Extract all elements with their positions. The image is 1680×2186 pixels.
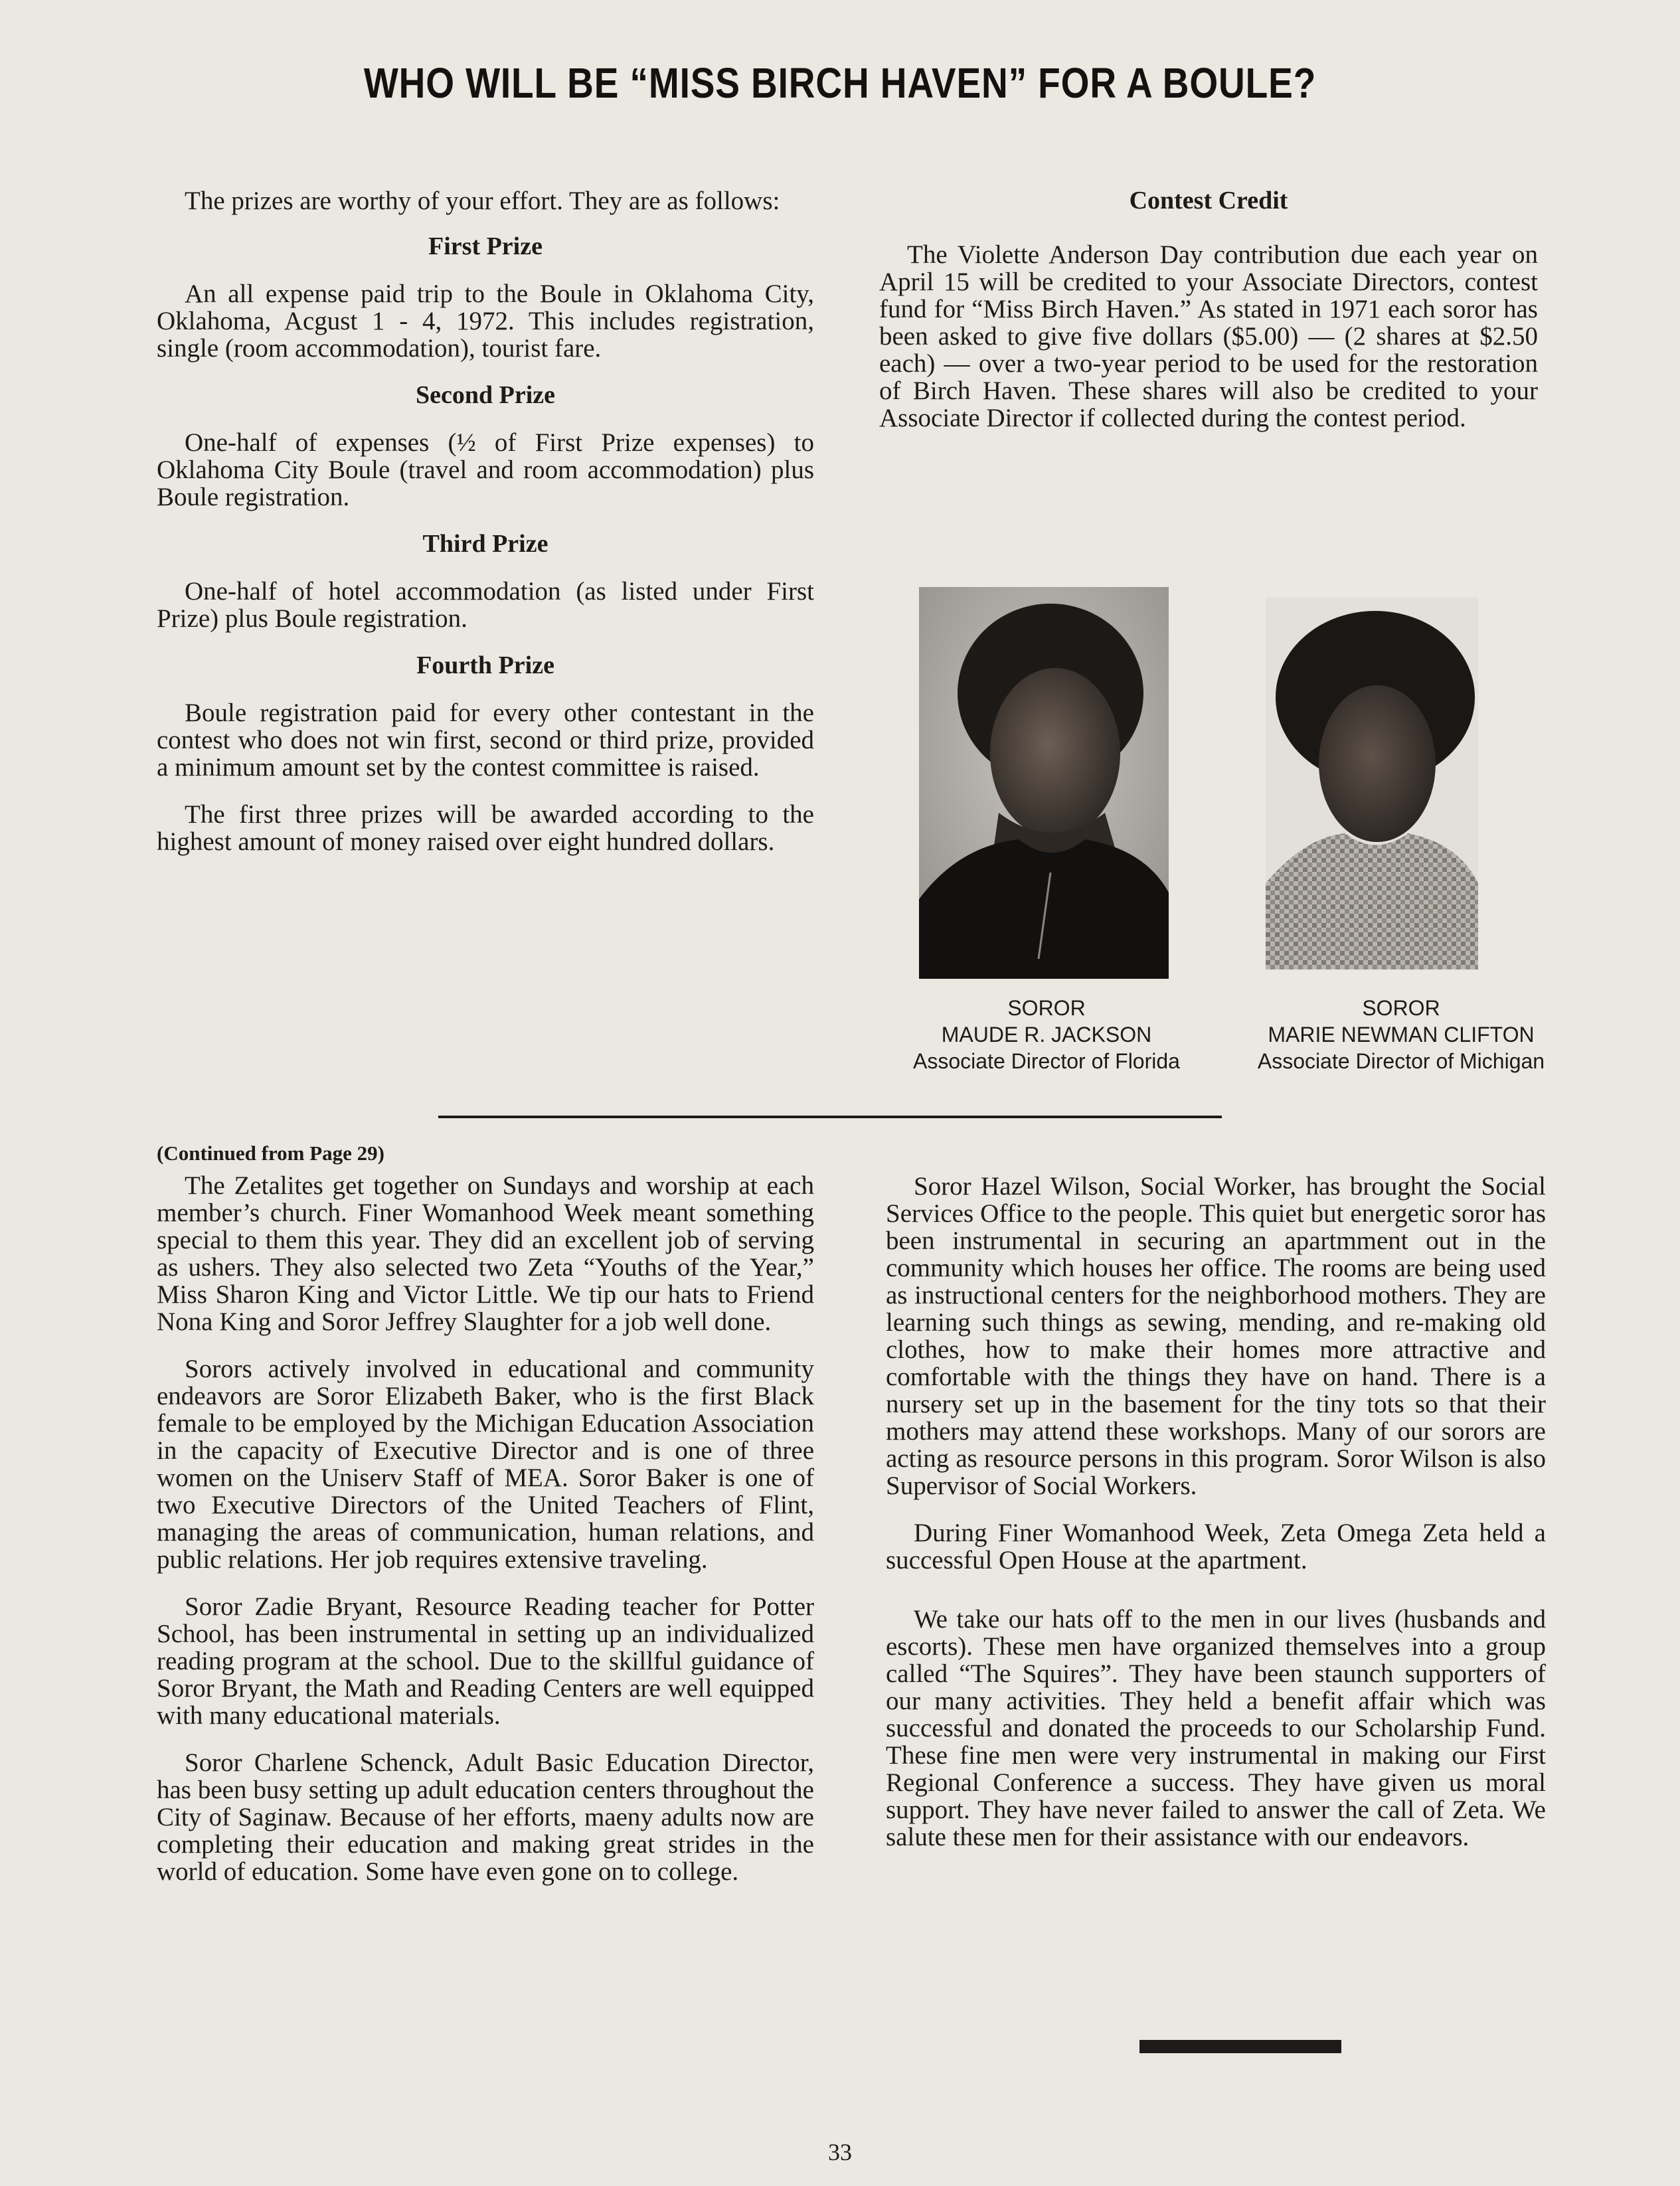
prizes-column xyxy=(157,187,814,875)
paragraph: During Finer Womanhood Week, Zeta Omega Zeta held a successful Open House at the apartment. xyxy=(886,1519,1546,1574)
contest-credit-column xyxy=(879,187,1538,452)
prizes-intro: The prizes are worthy of your effort. They are as follows: xyxy=(185,187,780,215)
third-prize-heading: Third Prize xyxy=(422,530,548,558)
caption-maude-jackson xyxy=(874,995,1219,1074)
award-text: The first three prizes will be awarded according to the highest amount of money raised over eight hundred dollars. xyxy=(157,800,814,856)
continued-column-left xyxy=(157,1139,814,1905)
second-prize-heading: Second Prize xyxy=(415,381,555,409)
fourth-prize-heading: Fourth Prize xyxy=(416,651,554,679)
caption-role: Associate Director of Michigan xyxy=(1257,1049,1545,1073)
paragraph: Soror Hazel Wilson, Social Worker, has brought the Social Services Office to the people. This quiet but energetic soror has been instrumental in securing an apartmment out in the community which houses her office. The rooms are being used as instructional centers for the neighborhood mothers. They are learning such things as sewing, mending, and re-making old clothes, how to make their homes more attractive and comfortable with the things they have on hand. There is a nursery set up in the basement for the tiny tots so that their mothers may attend these workshops. Many of our sorors are acting as resource persons in this program. Soror Wilson is also Supervisor of Social Workers. xyxy=(886,1172,1546,1500)
continued-label: (Continued from Page 29) xyxy=(157,1141,384,1165)
caption-role: Associate Director of Florida xyxy=(913,1049,1180,1073)
fourth-prize-text: Boule registration paid for every other contestant in the contest who does not win first, second or third prize, provided a minimum amount set by the contest committee is raised. xyxy=(157,699,814,782)
end-mark xyxy=(1139,2040,1341,2053)
paragraph: Soror Charlene Schenck, Adult Basic Education Director, has been busy setting up adult education centers throughout the City of Saginaw. Because of her efforts, maeny adults now are completing their education and making great strides in the world of education. Some have even gone on to college. xyxy=(157,1748,814,1886)
paragraph: Soror Zadie Bryant, Resource Reading teacher for Potter School, has been instrumental in setting up an individualized reading program at the school. Due to the skillful guidance of Soror Bryant, the Math and Reading Centers are well equipped with many educational materials. xyxy=(157,1592,814,1730)
page-headline: WHO WILL BE “MISS BIRCH HAVEN” FOR A BOULE? xyxy=(363,59,1317,107)
continued-column-right xyxy=(886,1173,1546,1871)
caption-name: MARIE NEWMAN CLIFTON xyxy=(1268,1023,1535,1047)
caption-title: SOROR xyxy=(1007,996,1086,1020)
second-prize-text: One-half of expenses (½ of First Prize expenses) to Oklahoma City Boule (travel and room accommodation) plus Boule registration. xyxy=(157,428,814,511)
paragraph: Sorors actively involved in educational and community endeavors are Soror Elizabeth Baker, who is the first Black female to be employed by the Michigan Education Association in the capacity of Executive Director and is one of three women on the Uniserv Staff of MEA. Soror Baker is one of two Executive Directors of the United Teachers of Flint, managing the areas of communication, human relations, and public relations. Her job requires extensive traveling. xyxy=(157,1355,814,1574)
portrait-marie-clifton xyxy=(1266,598,1478,969)
page-number: 33 xyxy=(828,2139,852,2165)
paragraph: The Zetalites get together on Sundays and worship at each member’s church. Finer Womanhood Week meant something special to them this year. They did an excellent job of serving as ushers. They also selected two Zeta “Youths of the Year,” Miss Sharon King and Victor Little. We tip our hats to Friend Nona King and Soror Jeffrey Slaughter for a job well done. xyxy=(157,1171,814,1336)
caption-marie-clifton xyxy=(1215,995,1587,1074)
first-prize-heading: First Prize xyxy=(428,232,543,260)
third-prize-text: One-half of hotel accommodation (as listed under First Prize) plus Boule registration. xyxy=(157,577,814,633)
caption-title: SOROR xyxy=(1362,996,1440,1020)
section-divider xyxy=(438,1116,1222,1118)
contest-credit-text: The Violette Anderson Day contribution due each year on April 15 will be credited to your Associate Directors, contest fund for “Miss Birch Haven.” As stated in 1971 each soror has been asked to give five dollars ($5.00) — (2 shares at $2.50 each) — over a two-year period to be used for the restoration of Birch Haven. These shares will also be credited to your Associate Director if collected during the contest period. xyxy=(879,240,1538,432)
paragraph: We take our hats off to the men in our lives (husbands and escorts). These men have organized themselves into a group called “The Squires”. They have been staunch supporters of our many activities. They held a benefit affair which was successful and donated the proceeds to our Scholarship Fund. These fine men were very instrumental in making our First Regional Conference a success. They have given us moral support. They have never failed to answer the call of Zeta. We salute these men for their assistance with our endeavors. xyxy=(886,1605,1546,1851)
first-prize-text: An all expense paid trip to the Boule in Oklahoma City, Oklahoma, Acgust 1 - 4, 1972. This includes registration, single (room accommodation), tourist fare. xyxy=(157,280,814,363)
contest-credit-heading: Contest Credit xyxy=(1129,187,1288,214)
portrait-maude-jackson xyxy=(919,587,1169,979)
caption-name: MAUDE R. JACKSON xyxy=(941,1023,1152,1047)
